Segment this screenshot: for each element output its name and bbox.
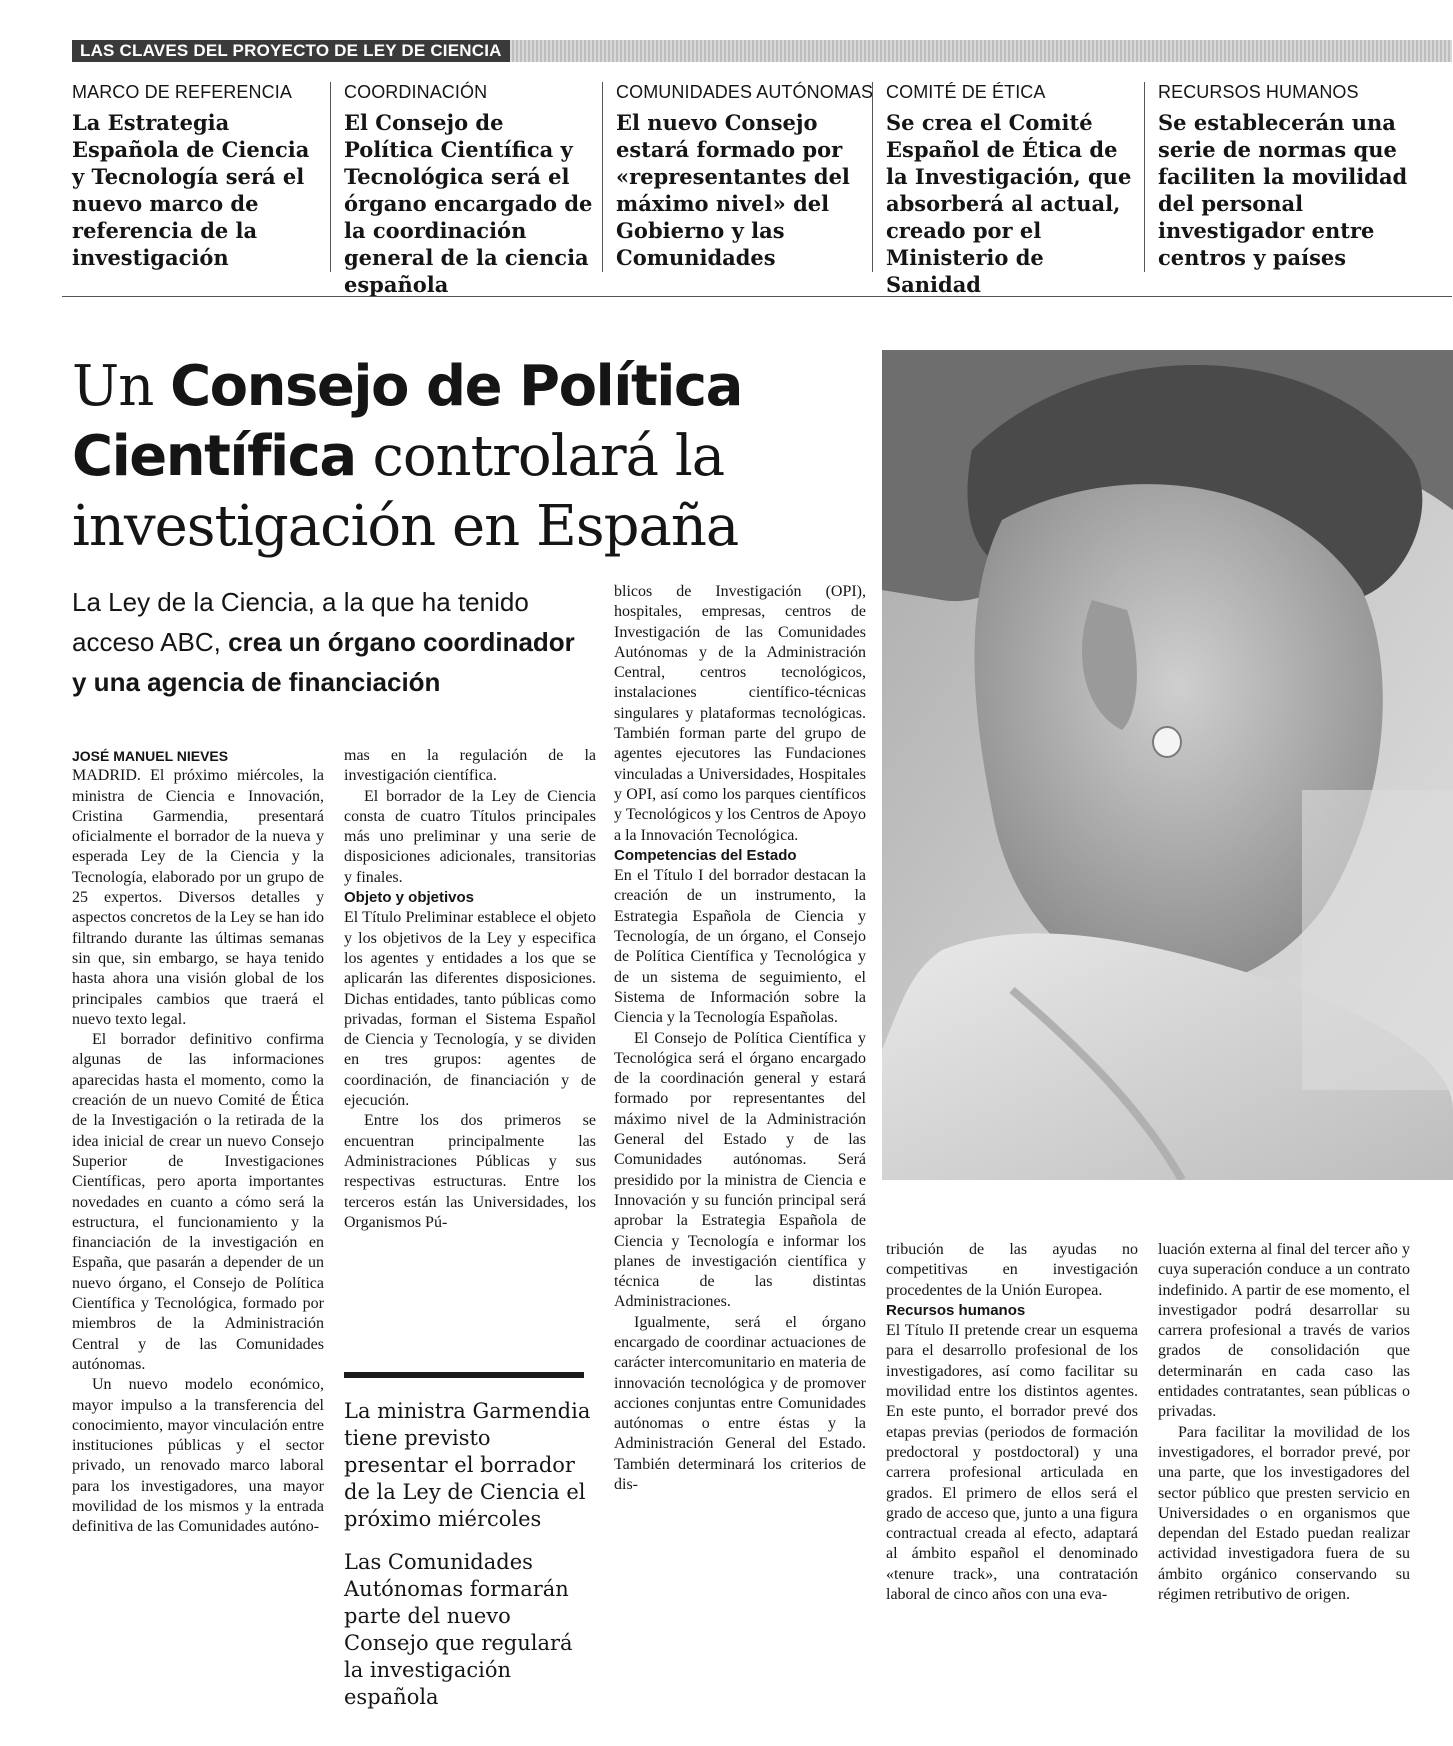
article-photo	[882, 350, 1453, 1180]
column-divider	[872, 82, 873, 272]
pullquote: Las Comunidades Autónomas formarán parte del nuevo Consejo que regulará la investigación española	[344, 1550, 573, 1709]
key-point	[72, 82, 322, 277]
key-category: MARCO DE REFERENCIA	[72, 82, 292, 102]
pullquotes	[344, 1398, 594, 1727]
key-category: COORDINACIÓN	[344, 82, 488, 102]
pullquote: La ministra Garmendia tiene previsto presentar el borrador de la Ley de Ciencia el próximo miércoles	[344, 1399, 591, 1531]
key-points	[72, 82, 1452, 297]
article-column	[72, 746, 324, 1538]
key-category: RECURSOS HUMANOS	[1158, 82, 1359, 102]
dek-text: La Ley de la Ciencia, a la que ha tenido acceso ABC,	[72, 587, 529, 657]
dek-emphasis: crea un órgano coordinador y una agencia de financiación	[72, 627, 575, 697]
headline-emphasis: Consejo de Política Científica	[72, 354, 742, 489]
paragraph: El Consejo de Política Científica y Tecnológica será el órgano encargado de la coordinación general y estará formado por representantes del máximo nivel de la Administración General del Estado y de las Comunidades autónomas. Será presidido por la ministra de Ciencia e Innovación y su función principal será aprobar la Estrategia Española de Ciencia y Tecnología e informar los planes de investigación científica y técnica de las distintas Administraciones.	[614, 1029, 866, 1311]
key-text: Se establecerán una serie de normas que faciliten la movilidad del personal investigador entre centros y países	[1158, 110, 1408, 270]
key-text: Se crea el Comité Español de Ética de la Investigación, que absorberá al actual, creado por el Ministerio de Sanidad	[886, 110, 1132, 297]
article-column	[344, 746, 596, 1233]
section-subhead: Recursos humanos	[886, 1301, 1026, 1319]
banner-label: LAS CLAVES DEL PROYECTO DE LEY DE CIENCIA	[72, 40, 510, 62]
paragraph: MADRID. El próximo miércoles, la ministra de Ciencia e Innovación, Cristina Garmendia, presentará oficialmente el borrador de la nueva y esperada Ley de la Ciencia y la Tecnología, elaborado por un grupo de 25 expertos. Diversos detalles y aspectos concretos de la Ley se han ido filtrando durante las últimas semanas sin que, sin embargo, se haya tenido hasta ahora una visión global de los principales cambios que traerá el nuevo texto legal.	[72, 767, 324, 1028]
paragraph: El borrador definitivo confirma algunas de las informaciones aparecidas hasta el momento, como la creación de un nuevo Comité de Ética de la Investigación o la retirada de la idea inicial de crear un nuevo Consejo Superior de Investigaciones Científicas, pero aporta importantes novedades en cuanto a cómo será la estructura, el funcionamiento y la financiación de la investigación en España, que pasarán a depender de un nuevo órgano, el Consejo de Política Científica y Tecnológica, formado por miembros de la Administración Central y de las Comunidades autónomas.	[72, 1031, 324, 1373]
article-column	[1158, 1240, 1410, 1605]
paragraph: luación externa al final del tercer año y cuya superación conduce a un contrato indefinido. A partir de ese momento, el investigador podrá desarrollar su carrera profesional a través de varios grados de consolidación que determinarán en cada caso las entidades contratantes, sean públicas o privadas.	[1158, 1241, 1410, 1421]
paragraph: Para facilitar la movilidad de los investigadores, el borrador prevé, por una parte, que los investigadores del sector público que presten servicio en Universidades o en organismos que dependan del Estado puedan realizar actividad investigadora fuera de su ámbito orgánico conservando su régimen retributivo de origen.	[1158, 1423, 1410, 1604]
subheadline	[72, 582, 592, 702]
article-column	[614, 582, 866, 1495]
paragraph: En el Título I del borrador destacan la creación de un instrumento, la Estrategia Española de Ciencia y Tecnología, de un órgano, el Consejo de Política Científica y Tecnológica y de un sistema de seguimiento, el Sistema de Información sobre la Ciencia y la Tecnología Españolas.	[614, 867, 866, 1027]
byline: JOSÉ MANUEL NIEVES	[72, 748, 229, 764]
section-subhead: Competencias del Estado	[614, 846, 797, 864]
paragraph: Igualmente, será el órgano encargado de coordinar actuaciones de carácter intercomunitario en materia de innovación tecnológica y de promover acciones conjuntas entre Comunidades autónomas o entre éstas y la Administración General del Estado. También determinará los criterios de dis-	[614, 1313, 866, 1494]
article-column	[886, 1240, 1138, 1605]
key-text: El nuevo Consejo estará formado por «representantes del máximo nivel» del Gobierno y las Comunidades	[616, 110, 850, 270]
paragraph: mas en la regulación de la investigación científica.	[344, 747, 596, 785]
section-subhead: Objeto y objetivos	[344, 889, 475, 907]
key-point	[344, 82, 594, 297]
key-category: COMUNIDADES AUTÓNOMAS	[616, 82, 874, 102]
paragraph: blicos de Investigación (OPI), hospitales, empresas, centros de Investigación de las Comunidades Autónomas y de la Administración Central, centros tecnológicos, instalaciones científico-técnicas singulares y plataformas tecnológicas. También forman parte del grupo de agentes ejecutores las Fundaciones vinculadas a Universidades, Hospitales y OPI, así como los parques científicos y Tecnológicos y los Centros de Apoyo a la Innovación Tecnológica.	[614, 583, 866, 844]
key-point	[886, 82, 1136, 297]
column-divider	[602, 82, 603, 272]
headline-part: Un	[72, 354, 171, 419]
headline-part: controlará la investigación en España	[72, 424, 739, 559]
paragraph: tribución de las ayudas no competitivas en investigación procedentes de la Unión Europea.	[886, 1241, 1138, 1299]
key-point	[1158, 82, 1408, 277]
section-banner	[72, 40, 1452, 62]
column-divider	[1144, 82, 1145, 272]
key-point	[616, 82, 874, 277]
paragraph: El borrador de la Ley de Ciencia consta de cuatro Títulos principales más uno preliminar y una serie de disposiciones adicionales, transitorias y finales.	[344, 787, 596, 886]
paragraph: El Título Preliminar establece el objeto y los objetivos de la Ley y especifica los agentes y entidades a los que se aplicarán las diferentes disposiciones. Dichas entidades, tanto públicas como privadas, forman el Sistema Español de Ciencia y Tecnología, y se dividen en tres grupos: agentes de coordinación, de financiación y de ejecución.	[344, 909, 596, 1110]
key-category: COMITÉ DE ÉTICA	[886, 82, 1046, 102]
paragraph: El Título II pretende crear un esquema para el desarrollo profesional de los investigadores, así como facilitar su movilidad entre los distintos agentes. En este punto, el borrador prevé dos etapas previas (periodos de formación predoctoral y postdoctoral) y una carrera profesional articulada en grados. El primero de ellos será el grado de acceso que, junto a una figura contractual creada al efecto, adaptará al ámbito español el denominado «tenure track», una contratación laboral de cinco años con una eva-	[886, 1322, 1138, 1604]
pullquote-rule	[344, 1372, 584, 1378]
key-text: La Estrategia Española de Ciencia y Tecnología será el nuevo marco de referencia de la investigación	[72, 110, 310, 270]
paragraph: Entre los dos primeros se encuentran principalmente las Administraciones Públicas y sus respectivas estructuras. Entre los terceros están las Universidades, los Organismos Pú-	[344, 1112, 596, 1231]
paragraph: Un nuevo modelo económico, mayor impulso a la transferencia del conocimiento, mayor vinculación entre instituciones públicas y el sector privado, un renovado marco laboral para los investigadores, una mayor movilidad de los mismos y la entrada definitiva de las Comunidades autóno-	[72, 1376, 324, 1536]
column-divider	[330, 82, 331, 272]
section-rule	[62, 296, 1452, 297]
key-text: El Consejo de Política Científica y Tecnológica será el órgano encargado de la coordinación general de la ciencia española	[344, 110, 593, 297]
headline	[72, 352, 852, 562]
researcher-photo	[882, 350, 1453, 1180]
